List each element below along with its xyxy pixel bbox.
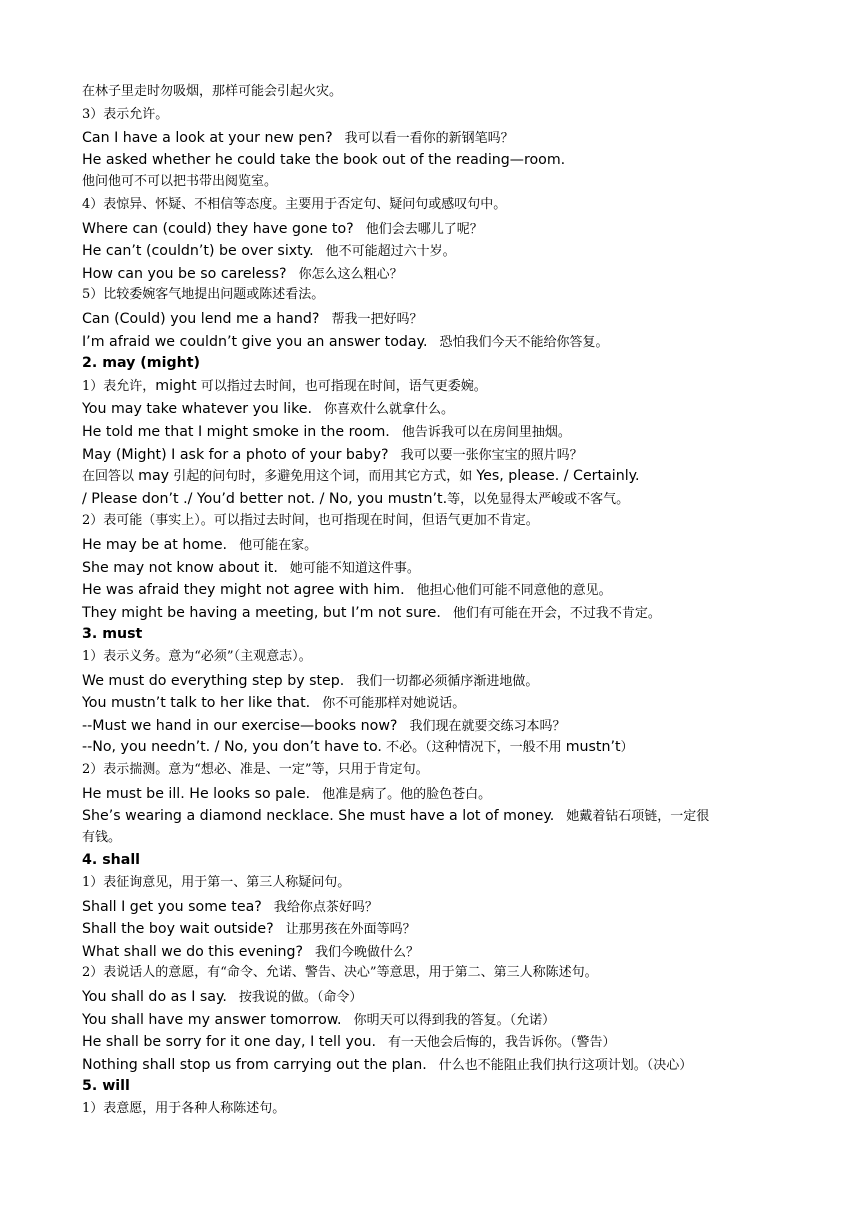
chinese-text-line: 2）表可能（事实上）。可以指过去时间，也可指现在时间，但语气更加不肯定。	[82, 513, 539, 529]
example-line	[82, 421, 571, 443]
example-line	[82, 398, 454, 420]
example-english: He shall be sorry for it one day, I tell you.	[82, 1034, 377, 1051]
inline-chinese: 1）表允许，	[82, 378, 156, 394]
inline-chinese: 不必。（这种情况下，一般不用	[381, 740, 566, 756]
chinese-text-line: 2）表示揣测。意为“想必、准是、一定”等，只用于肯定句。	[82, 762, 429, 777]
example-english: You shall do as I say.	[82, 989, 227, 1005]
example-translation: 他担心他们可能不同意他的意见。	[416, 583, 612, 599]
example-line	[82, 218, 483, 240]
chinese-text-line: 5）比较委婉客气地提出问题或陈述看法。	[82, 287, 325, 303]
example-line	[82, 670, 538, 692]
example-line	[82, 1031, 616, 1053]
section-heading: 2. may (might)	[82, 355, 200, 372]
chinese-text-line: 2）表说话人的意愿，有“命令、允诺、警告、决心”等意思，用于第二、第三人称陈述句。	[82, 965, 598, 981]
inline-english: mustn’t	[565, 739, 621, 756]
example-line	[82, 1009, 555, 1031]
section-heading: 5. will	[82, 1078, 130, 1095]
inline-english: --No, you needn’t. / No, you don’t have to.	[82, 739, 382, 756]
example-translation: 他告诉我可以在房间里抽烟。	[401, 425, 571, 440]
section-heading: 3. must	[82, 626, 143, 643]
english-text-line: He asked whether he could take the book out of the reading—room.	[82, 151, 566, 168]
inline-chinese: 等，以免显得太严峻或不客气。	[447, 491, 630, 507]
example-english: I’m afraid we couldn’t give you an answer today.	[82, 333, 428, 350]
example-english: How can you be so careless?	[82, 265, 287, 282]
example-line	[82, 692, 465, 714]
example-translation: 她可能不知道这件事。	[289, 560, 420, 576]
chinese-text-line: 有钱。	[82, 829, 122, 845]
example-line	[82, 1054, 692, 1076]
example-line	[82, 602, 661, 624]
inline-chinese: 可以指过去时间，也可指现在时间，语气更委婉。	[196, 378, 487, 394]
example-translation: 你喜欢什么就拿什么。	[324, 402, 455, 418]
example-translation: 你不可能那样对她说话。	[322, 696, 466, 712]
example-translation: 我可以看一看你的新钢笔吗？	[344, 131, 514, 147]
example-line	[82, 444, 583, 466]
inline-english: Yes, please. / Certainly.	[476, 468, 640, 485]
example-english: They might be having a meeting, but I’m not sure.	[82, 604, 441, 621]
example-english: You mustn’t talk to her like that.	[82, 695, 311, 712]
example-english: He can’t (couldn’t) be over sixty.	[82, 243, 314, 260]
example-translation: 我们一切都必须循序渐进地做。	[356, 673, 539, 689]
example-translation: 让那男孩在外面等吗？	[285, 922, 416, 938]
example-english: Shall the boy wait outside?	[82, 921, 274, 938]
mixed-text-line	[82, 466, 640, 487]
section-heading: 4. shall	[82, 852, 141, 869]
example-english: He may be at home.	[82, 537, 228, 553]
example-translation: 他们有可能在开会，不过我不肯定。	[452, 605, 661, 621]
mixed-text-line	[82, 376, 487, 397]
example-line	[82, 534, 317, 556]
chinese-text-line: 在林子里走时勿吸烟，那样可能会引起火灾。	[82, 84, 343, 99]
example-line	[82, 331, 608, 353]
example-line	[82, 918, 416, 940]
example-line	[82, 263, 403, 285]
example-english: Where can (could) they have gone to?	[82, 220, 354, 237]
inline-english: may	[138, 468, 170, 485]
example-english: We must do everything step by step.	[82, 672, 345, 689]
example-english: Shall I get you some tea?	[82, 898, 262, 915]
example-english: --Must we hand in our exercise—books now?	[82, 717, 398, 734]
example-line	[82, 308, 422, 330]
example-translation: 他可能在家。	[239, 538, 318, 553]
inline-chinese: 在回答以	[82, 469, 139, 485]
example-line	[82, 986, 362, 1008]
example-english: May (Might) I ask for a photo of your baby?	[82, 446, 389, 463]
example-line	[82, 127, 514, 149]
inline-chinese: 引起的问句时，多避免用这个词，而用其它方式，如	[169, 469, 477, 485]
example-translation: 你明天可以得到我的答复。（允诺）	[353, 1012, 556, 1028]
example-translation: 有一天他会后悔的，我告诉你。（警告）	[388, 1035, 616, 1051]
example-english: She may not know about it.	[82, 559, 278, 576]
inline-chinese: ）	[620, 740, 634, 756]
example-line	[82, 557, 420, 579]
example-translation: 帮我一把好吗？	[331, 312, 423, 327]
example-english: She’s wearing a diamond necklace. She must have a lot of money.	[82, 808, 555, 825]
example-translation: 我给你点茶好吗？	[273, 899, 378, 915]
example-translation: 他不可能超过六十岁。	[325, 244, 456, 260]
example-line	[82, 240, 456, 262]
example-line	[82, 805, 709, 827]
example-english: He was afraid they might not agree with him.	[82, 582, 405, 599]
example-line	[82, 715, 565, 737]
mixed-text-line	[82, 737, 634, 758]
chinese-text-line: 1）表意愿，用于各种人称陈述句。	[82, 1101, 286, 1116]
example-english: Can (Could) you lend me a hand?	[82, 311, 320, 327]
example-line	[82, 579, 612, 601]
example-english: Can I have a look at your new pen?	[82, 130, 333, 147]
inline-english: might	[155, 377, 197, 394]
example-english: You may take whatever you like.	[82, 401, 313, 418]
example-translation: 你怎么这么粗心？	[298, 266, 403, 282]
example-translation: 我们今晚做什么？	[315, 944, 420, 960]
example-translation: 她戴着钻石项链，一定很	[566, 809, 710, 825]
example-translation: 按我说的做。（命令）	[238, 990, 363, 1005]
example-translation: 我可以要一张你宝宝的照片吗？	[400, 447, 583, 463]
example-translation: 我们现在就要交练习本吗？	[409, 718, 566, 734]
chinese-text-line: 4）表惊异、怀疑、不相信等态度。主要用于否定句、疑问句或感叹句中。	[82, 197, 507, 212]
example-english: You shall have my answer tomorrow.	[82, 1011, 342, 1028]
example-translation: 恐怕我们今天不能给你答复。	[439, 334, 609, 350]
chinese-text-line: 1）表征询意见，用于第一、第三人称疑问句。	[82, 875, 351, 890]
mixed-text-line	[82, 489, 629, 510]
example-english: He told me that I might smoke in the room.	[82, 424, 390, 440]
chinese-text-line: 1）表示义务。意为“必须”（主观意志）。	[82, 649, 312, 664]
chinese-text-line: 他问他可不可以把书带出阅览室。	[82, 174, 278, 190]
example-line	[82, 896, 378, 918]
example-line	[82, 783, 491, 805]
example-translation: 他们会去哪儿了呢？	[365, 221, 483, 237]
example-english: Nothing shall stop us from carrying out the plan.	[82, 1056, 427, 1073]
chinese-text-line: 3）表示允许。	[82, 106, 169, 122]
example-line	[82, 941, 419, 963]
inline-english: / Please don’t ./ You’d better not. / No, you mustn’t.	[82, 490, 448, 507]
example-english: He must be ill. He looks so pale.	[82, 785, 311, 802]
example-translation: 什么也不能阻止我们执行这项计划。（决心）	[438, 1057, 693, 1073]
example-english: What shall we do this evening?	[82, 943, 304, 960]
example-translation: 他准是病了。他的脸色苍白。	[322, 786, 492, 802]
